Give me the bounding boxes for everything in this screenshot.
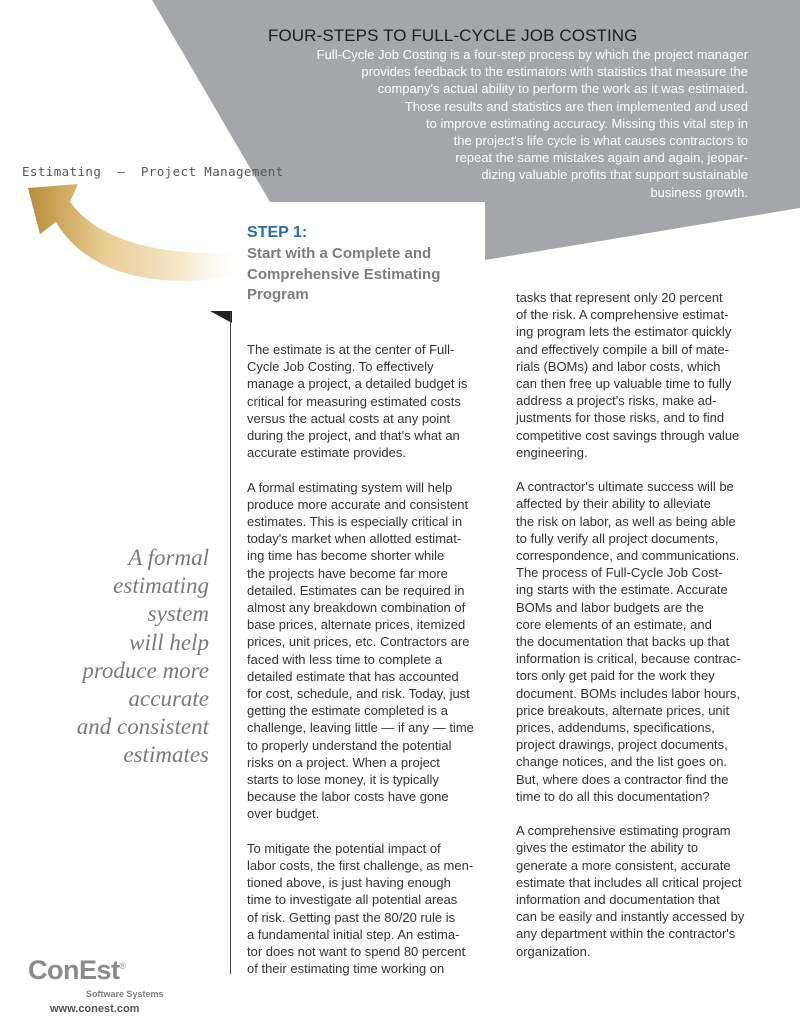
- text-line: A formal estimating system will help: [247, 479, 453, 495]
- text-line: engineering.: [516, 444, 588, 460]
- text-line: ing program lets the estimator quickly: [516, 324, 732, 340]
- text-line: getting the estimate completed is a: [247, 703, 448, 719]
- text-line: because the labor costs have gone: [247, 789, 449, 805]
- pull-quote-line: estimating: [113, 573, 209, 599]
- text-line: justments for those risks, and to find: [516, 410, 725, 426]
- text-line: correspondence, and communications.: [516, 548, 740, 564]
- text-line: The estimate is at the center of Full-: [247, 342, 455, 357]
- header-intro-line: the project's life cycle is what causes contractors to: [453, 133, 748, 149]
- text-line: can be easily and instantly accessed by: [516, 909, 745, 925]
- text-line: starts to lose money, it is typically: [247, 772, 439, 788]
- divider-corner: [210, 311, 232, 323]
- text-line: challenge, leaving little — if any — time: [247, 720, 474, 736]
- text-line: to fully verify all project documents,: [516, 530, 719, 546]
- header-intro-line: Full-Cycle Job Costing is a four-step process by which the project manager: [316, 47, 748, 62]
- pull-quote-line: estimates: [123, 742, 209, 768]
- column-divider: [230, 312, 231, 974]
- text-line: To mitigate the potential impact of: [247, 840, 441, 856]
- body-column-right: [516, 289, 761, 977]
- text-line: can then free up valuable time to fully: [516, 376, 732, 392]
- text-line: faced with less time to complete a: [247, 651, 443, 667]
- text-line: BOMs and labor budgets are the: [516, 599, 704, 615]
- paragraph: [516, 822, 761, 960]
- text-line: risks on a project. When a project: [247, 754, 440, 770]
- text-line: The process of Full-Cycle Job Cost-: [516, 565, 723, 581]
- body-column-left: [247, 341, 487, 995]
- text-line: the risk on labor, as well as being able: [516, 513, 736, 529]
- text-line: document. BOMs includes labor hours,: [516, 685, 740, 701]
- text-line: produce more accurate and consistent: [247, 496, 469, 512]
- text-line: project drawings, project documents,: [516, 737, 728, 753]
- text-line: prices, unit prices, etc. Contractors are: [247, 634, 470, 650]
- paragraph: [247, 341, 487, 461]
- pull-quote-line: accurate: [128, 686, 209, 712]
- text-line: of risk. Getting past the 80/20 rule is: [247, 909, 456, 925]
- pull-quote-line: and consistent: [76, 714, 209, 740]
- text-line: detailed estimate that has accounted: [247, 668, 459, 684]
- text-line: versus the actual costs at any point: [247, 410, 451, 426]
- step-subheading-line: Start with a Complete and: [247, 245, 432, 262]
- text-line: core elements of an estimate, and: [516, 616, 712, 632]
- text-line: almost any breakdown combination of: [247, 600, 466, 616]
- text-line: affected by their ability to alleviate: [516, 496, 711, 512]
- text-line: during the project, and that's what an: [247, 428, 460, 444]
- pull-quote-line: A formal: [128, 545, 209, 570]
- text-line: rials (BOMs) and labor costs, which: [516, 358, 721, 374]
- text-line: estimates. This is especially critical in: [247, 514, 463, 530]
- text-line: gives the estimator the ability to: [516, 840, 699, 856]
- text-line: of the risk. A comprehensive estimat-: [516, 307, 729, 323]
- text-line: generate a more consistent, accurate: [516, 857, 731, 873]
- header-intro-line: to improve estimating accuracy. Missing this vital step in: [426, 115, 748, 131]
- text-line: of their estimating time working on: [247, 961, 445, 977]
- text-line: information and documentation that: [516, 892, 720, 908]
- text-line: change notices, and the list goes on.: [516, 754, 728, 770]
- text-line: information is critical, because contrac-: [516, 651, 741, 667]
- text-line: ing starts with the estimate. Accurate: [516, 582, 728, 598]
- header-intro-line: provides feedback to the estimators with statistics that measure the: [361, 64, 748, 80]
- text-line: over budget.: [247, 806, 320, 822]
- header-intro: [270, 46, 748, 201]
- header-intro-line: dizing valuable profits that support sustainable: [481, 167, 748, 183]
- text-line: price breakouts, alternate prices, unit: [516, 702, 730, 718]
- website-link[interactable]: www.conest.com: [50, 1003, 140, 1015]
- header-intro-line: repeat the same mistakes again and again, jeopar-: [455, 150, 748, 166]
- registered-mark: ®: [119, 961, 126, 971]
- text-line: the projects have become far more: [247, 565, 448, 581]
- header-intro-line: Those results and statistics are then implemented and used: [404, 98, 748, 114]
- pull-quote-line: system: [147, 601, 209, 627]
- step-subheading: [247, 244, 487, 306]
- curved-arrow-icon: [20, 182, 250, 292]
- text-line: critical for measuring estimated costs: [247, 393, 461, 409]
- pull-quote-line: will help: [129, 629, 209, 655]
- logo-tagline: Software Systems: [86, 989, 164, 999]
- paragraph: [516, 289, 761, 461]
- step-subheading-line: Program: [247, 286, 309, 303]
- text-line: detailed. Estimates can be required in: [247, 582, 465, 598]
- text-line: a fundamental initial step. An estima-: [247, 926, 460, 942]
- text-line: A contractor's ultimate success will be: [516, 479, 734, 495]
- text-line: But, where does a contractor find the: [516, 771, 729, 787]
- text-line: base prices, alternate prices, itemized: [247, 617, 466, 633]
- text-line: the documentation that backs up that: [516, 634, 730, 650]
- text-line: prices, addendums, specifications,: [516, 720, 715, 736]
- text-line: manage a project, a detailed budget is: [247, 376, 468, 392]
- paragraph: [516, 478, 761, 805]
- text-line: address a project's risks, make ad-: [516, 393, 717, 409]
- header-intro-line: company's actual ability to perform the work as it was estimated.: [377, 81, 748, 97]
- step-heading: STEP 1:: [247, 224, 308, 241]
- text-line: time to investigate all potential areas: [247, 892, 458, 908]
- step-subheading-line: Comprehensive Estimating: [247, 265, 441, 283]
- text-line: estimate that includes all critical project: [516, 874, 742, 890]
- text-line: competitive cost savings through value: [516, 427, 740, 443]
- text-line: Cycle Job Costing. To effectively: [247, 359, 434, 375]
- text-line: and effectively compile a bill of mate-: [516, 341, 729, 357]
- text-line: time to do all this documentation?: [516, 788, 710, 804]
- text-line: tors only get paid for the work they: [516, 668, 715, 684]
- header-intro-line: business growth.: [650, 184, 748, 200]
- paragraph: [247, 479, 487, 823]
- section-tag: Estimating – Project Management: [22, 164, 284, 179]
- text-line: today's market when allotted estimat-: [247, 531, 462, 547]
- pull-quote-line: produce more: [82, 657, 209, 683]
- conest-logo: [28, 955, 198, 1025]
- text-line: for cost, schedule, and risk. Today, just: [247, 686, 470, 702]
- text-line: labor costs, the first challenge, as men-: [247, 858, 474, 874]
- paragraph: [247, 840, 487, 978]
- text-line: to properly understand the potential: [247, 737, 452, 753]
- page-title: FOUR-STEPS TO FULL-CYCLE JOB COSTING: [268, 26, 638, 45]
- text-line: ing time has become shorter while: [247, 548, 445, 564]
- text-line: tor does not want to spend 80 percent: [247, 944, 466, 960]
- text-line: tasks that represent only 20 percent: [516, 290, 723, 305]
- text-line: tioned above, is just having enough: [247, 875, 451, 891]
- text-line: organization.: [516, 943, 591, 959]
- text-line: accurate estimate provides.: [247, 445, 406, 461]
- pull-quote: [20, 544, 209, 770]
- text-line: any department within the contractor's: [516, 926, 736, 942]
- logo-wordmark: ConEst®: [28, 955, 126, 985]
- text-line: A comprehensive estimating program: [516, 823, 731, 839]
